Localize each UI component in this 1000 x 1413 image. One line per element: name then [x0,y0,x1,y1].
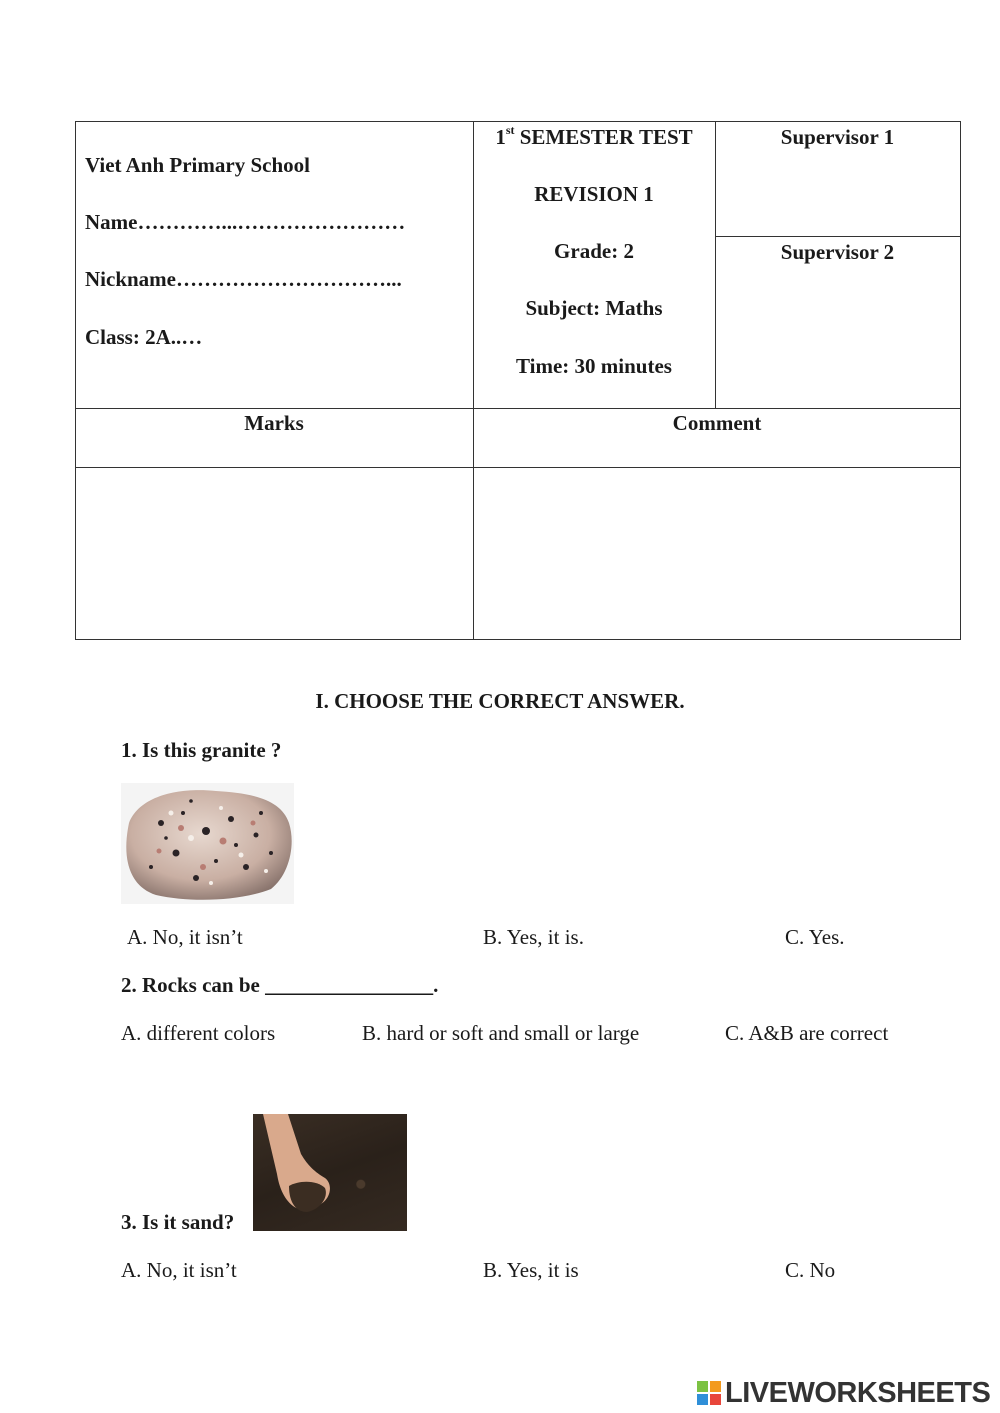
question-1-prompt: 1. Is this granite ? [121,738,282,762]
q3-option-b[interactable]: B. Yes, it is [483,1258,579,1282]
test-ordinal-suffix: st [505,123,515,137]
grade-label: Grade: 2 [554,239,634,263]
revision-label: REVISION 1 [534,182,654,206]
soil-image [253,1114,407,1231]
liveworksheets-logo [697,1378,993,1408]
supervisor-1-label: Supervisor 1 [780,125,895,149]
nickname-field[interactable]: Nickname…………………………... [85,267,402,291]
divider [715,236,960,237]
school-name: Viet Anh Primary School [85,153,310,177]
comment-box[interactable] [474,468,960,638]
test-ordinal: 1 [495,125,506,149]
name-field[interactable]: Name…………...…………………… [85,210,406,234]
time-label: Time: 30 minutes [516,354,672,378]
q2-option-b[interactable]: B. hard or soft and small or large [362,1021,640,1045]
test-title-text: SEMESTER TEST [514,125,693,149]
q1-option-c[interactable]: C. Yes. [785,925,845,949]
question-3-prompt: 3. Is it sand? [121,1210,235,1234]
test-title [473,123,715,149]
question-2-prompt: 2. Rocks can be ________________. [121,973,439,997]
logo-text: LIVEWORKSHEETS [725,1377,991,1409]
section-title: I. CHOOSE THE CORRECT ANSWER. [315,689,685,713]
marks-label: Marks [244,411,304,435]
q2-option-c[interactable]: C. A&B are correct [725,1021,889,1045]
q3-option-c[interactable]: C. No [785,1258,836,1282]
logo-icon [697,1381,721,1405]
class-field[interactable]: Class: 2A..… [85,325,203,349]
supervisor-2-label: Supervisor 2 [780,240,895,264]
subject-label: Subject: Maths [525,296,663,320]
marks-box[interactable] [76,468,472,638]
divider [76,408,960,409]
divider [715,122,716,408]
q1-option-b[interactable]: B. Yes, it is. [483,925,584,949]
q3-option-a[interactable]: A. No, it isn’t [121,1258,237,1282]
comment-label: Comment [672,411,762,435]
granite-image [121,783,294,904]
q2-option-a[interactable]: A. different colors [121,1021,276,1045]
q1-option-a[interactable]: A. No, it isn’t [127,925,243,949]
